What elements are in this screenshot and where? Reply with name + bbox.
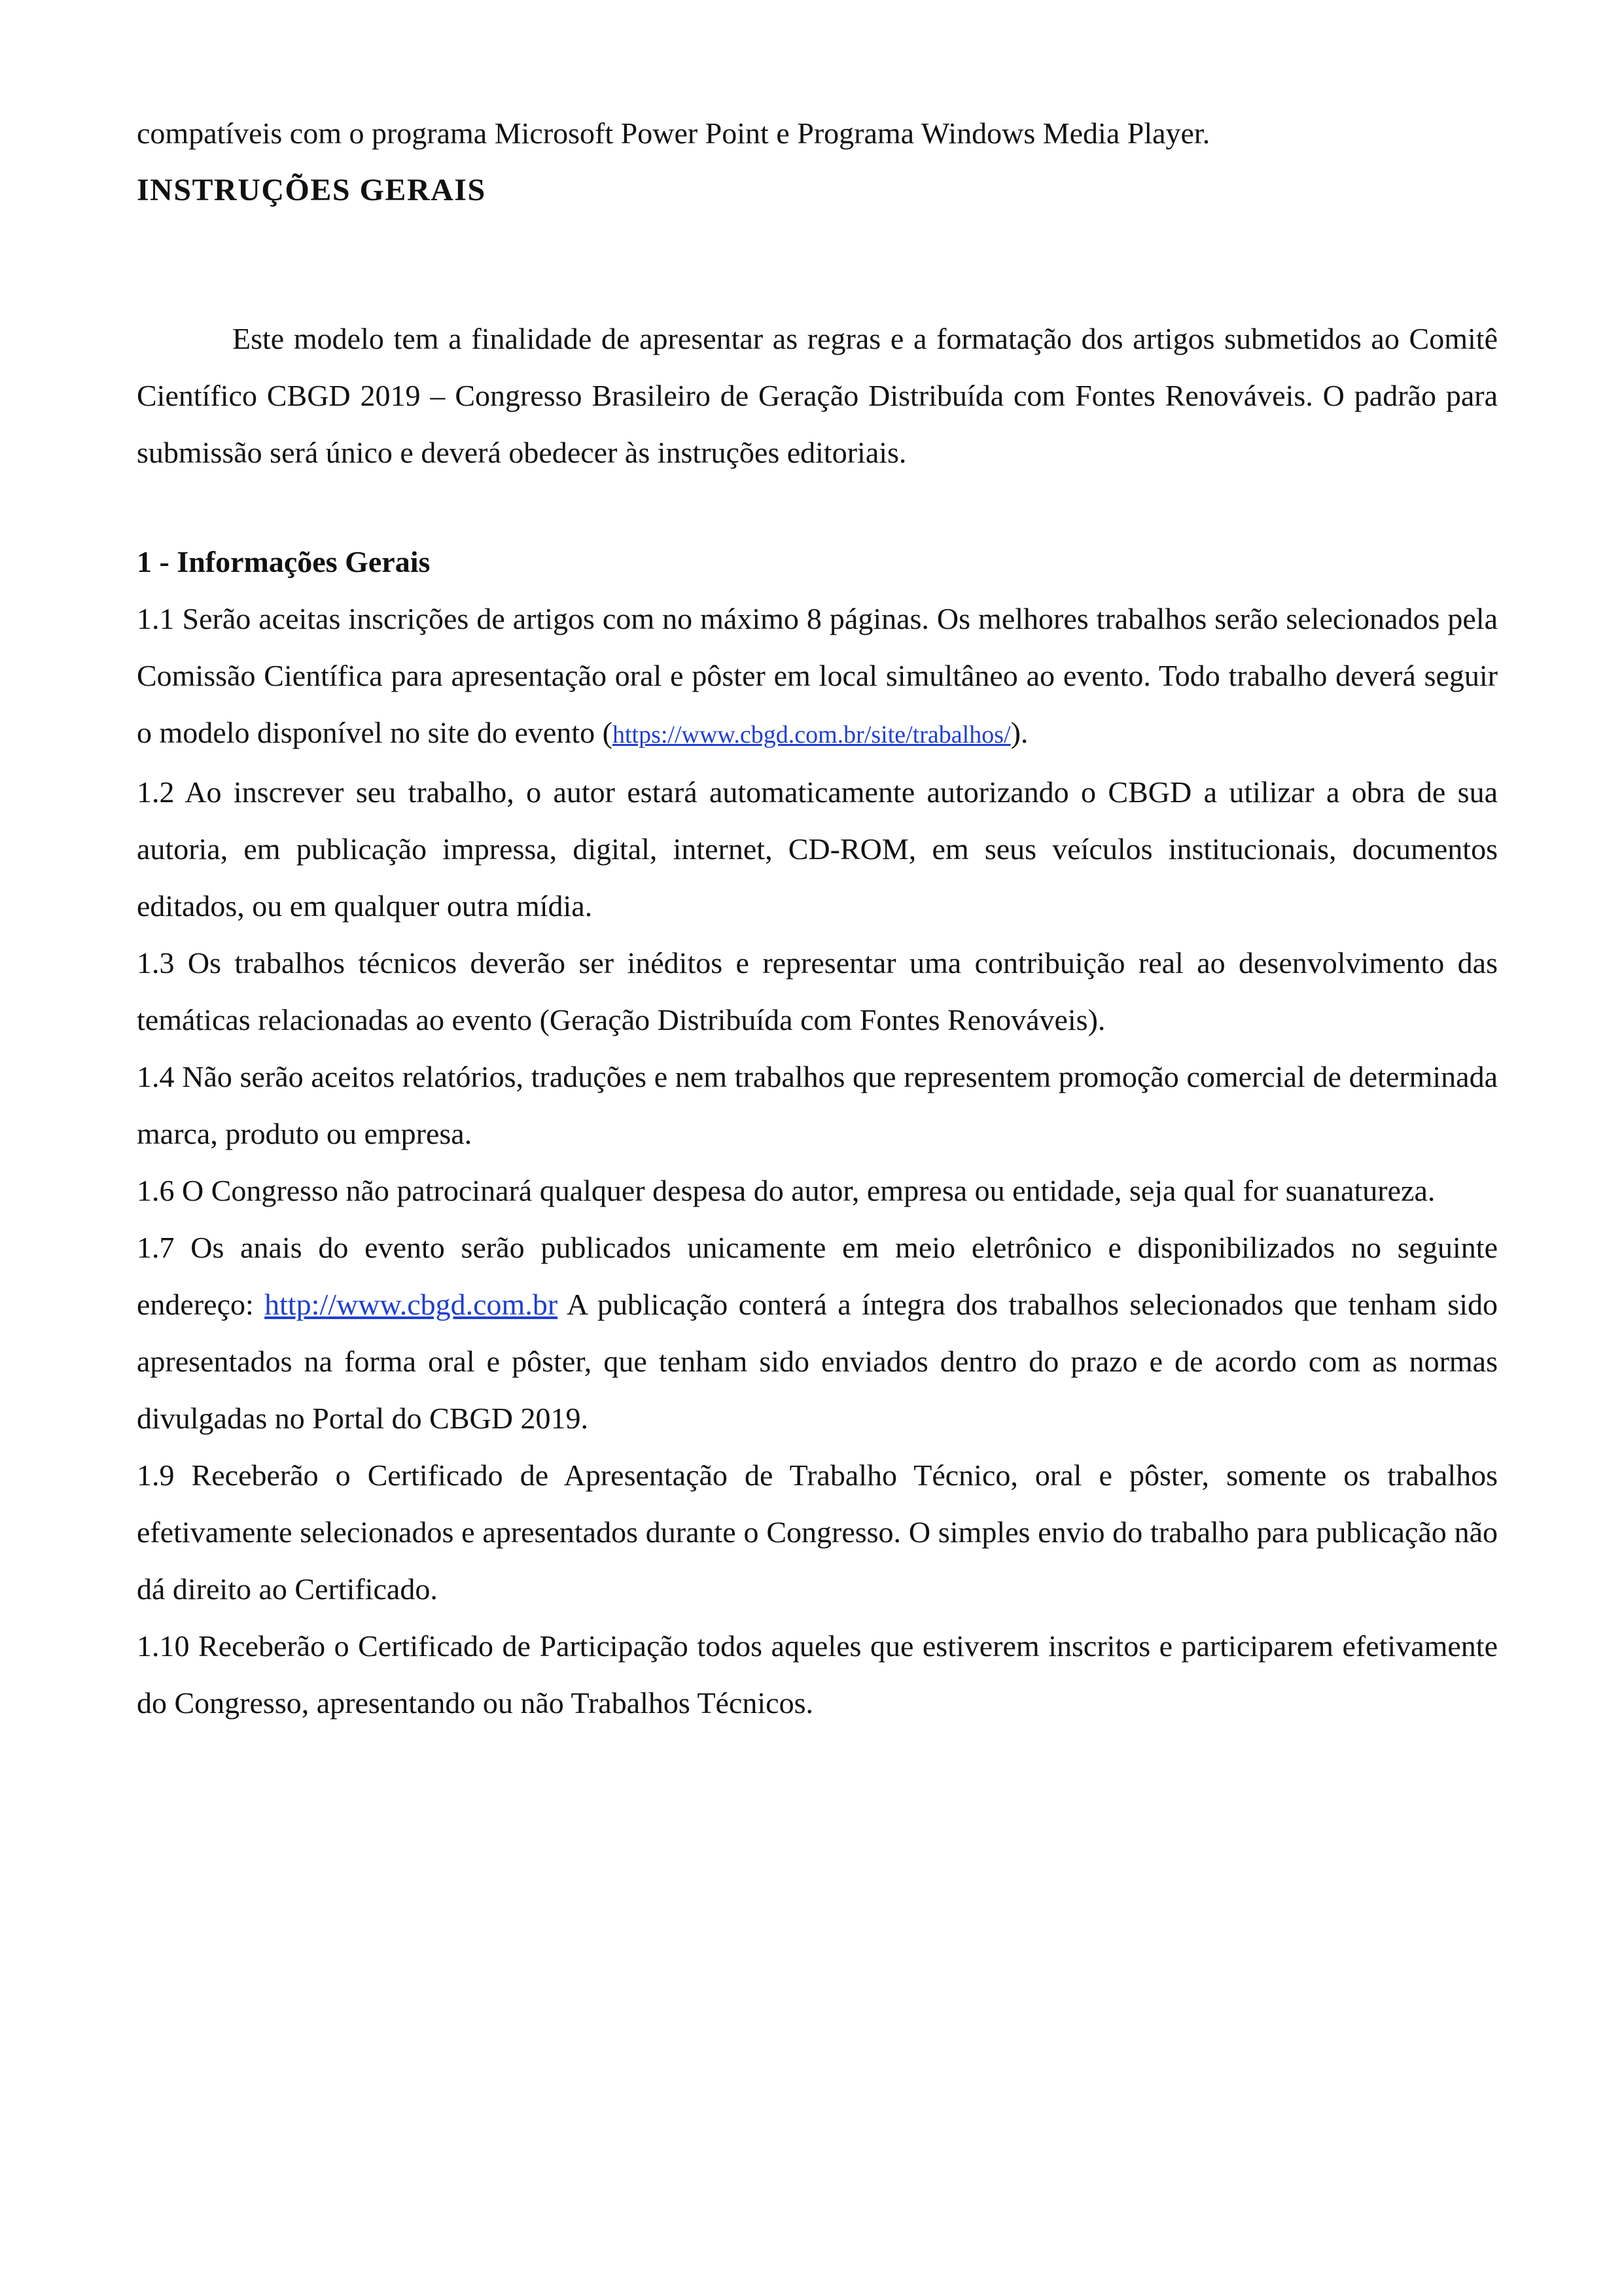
spacer bbox=[137, 481, 1498, 533]
trabalhos-link[interactable]: https://www.cbgd.com.br/site/trabalhos/ bbox=[612, 721, 1011, 749]
item-1-7 bbox=[137, 1219, 1498, 1447]
item-1-6: 1.6 O Congresso não patrocinará qualquer despesa do autor, empresa ou entidade, seja qual for suanatureza. bbox=[137, 1174, 1436, 1207]
item-1-3: 1.3 Os trabalhos técnicos deverão ser inéditos e representar uma contribuição real ao desenvolvimento das temáticas relacionadas ao evento (Geração Distribuída com Fontes Renováveis). bbox=[137, 946, 1498, 1036]
item-1-7-before: 1.7 Os anais do evento serão publicados unicamente em meio eletrônico e disponibilizados no seguinte endereço: bbox=[137, 1231, 1498, 1321]
item-1-10: 1.10 Receberão o Certificado de Participação todos aqueles que estiverem inscritos e participarem efetivamente do Congresso, apresentando ou não Trabalhos Técnicos. bbox=[137, 1629, 1498, 1720]
spacer bbox=[137, 219, 1498, 310]
item-1-1 bbox=[137, 590, 1498, 764]
section-title: 1 - Informações Gerais bbox=[137, 545, 431, 578]
cbgd-site-link[interactable]: http://www.cbgd.com.br bbox=[264, 1288, 558, 1321]
document-body bbox=[137, 105, 1498, 1731]
intro-line: compatíveis com o programa Microsoft Power Point e Programa Windows Media Player. bbox=[137, 116, 1210, 150]
item-1-1-text: 1.1 Serão aceitas inscrições de artigos com no máximo 8 páginas. Os melhores trabalhos serão selecionados pela Comissão Científica para apresentação oral e pôster em local simultâneo ao evento. Todo trabalho deverá seguir o modelo disponível no site do evento ( bbox=[137, 602, 1498, 749]
item-1-2: 1.2 Ao inscrever seu trabalho, o autor estará automaticamente autorizando o CBGD a utilizar a obra de sua autoria, em publicação impressa, digital, internet, CD-ROM, em seus veículos institucionais, documentos editados, ou em qualquer outra mídia. bbox=[137, 775, 1498, 923]
intro-paragraph: Este modelo tem a finalidade de apresentar as regras e a formatação dos artigos submetidos ao Comitê Científico CBGD 2019 – Congresso Brasileiro de Geração Distribuída com Fontes Renováveis. O padrão para submissão será único e deverá obedecer às instruções editoriais. bbox=[137, 322, 1498, 469]
item-1-7-after: A publicação conterá a íntegra dos trabalhos selecionados que tenham sido apresentados na forma oral e pôster, que tenham sido enviados dentro do prazo e de acordo com as normas divulgadas no Portal do CBGD 2019. bbox=[137, 1288, 1498, 1435]
item-1-1-after: ). bbox=[1010, 716, 1029, 749]
item-1-4: 1.4 Não serão aceitos relatórios, traduções e nem trabalhos que representem promoção comercial de determinada marca, produto ou empresa. bbox=[137, 1060, 1498, 1150]
item-1-9: 1.9 Receberão o Certificado de Apresentação de Trabalho Técnico, oral e pôster, somente os trabalhos efetivamente selecionados e apresentados durante o Congresso. O simples envio do trabalho para publicação não dá direito ao Certificado. bbox=[137, 1458, 1498, 1606]
general-instructions-heading: INSTRUÇÕES GERAIS bbox=[137, 173, 486, 207]
